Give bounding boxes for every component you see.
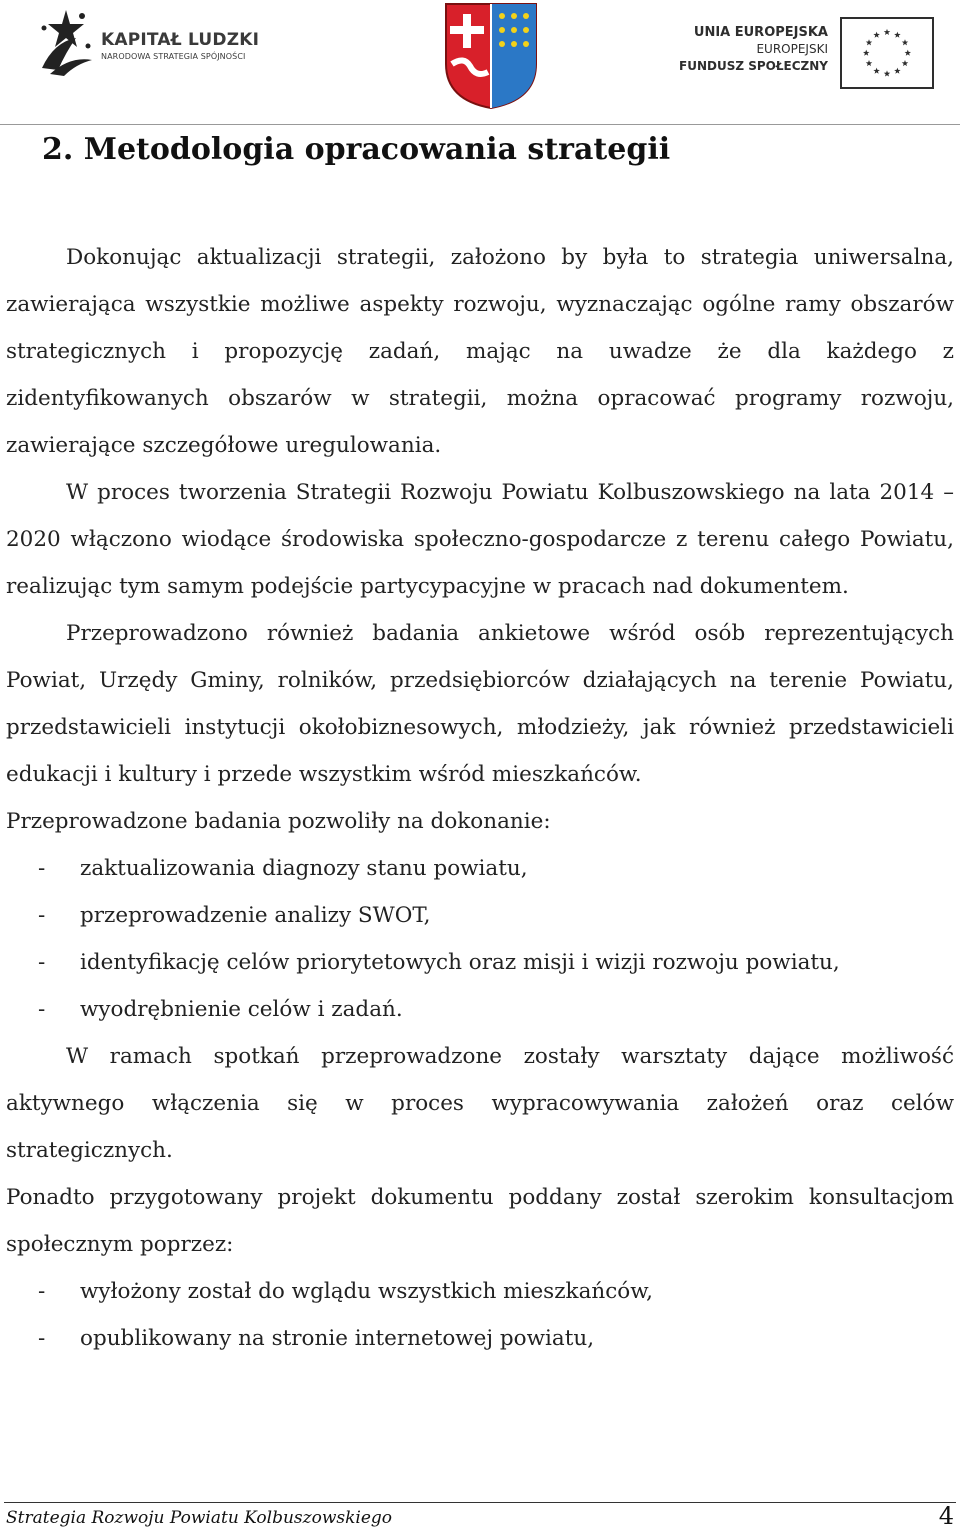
paragraph-2: W proces tworzenia Strategii Rozwoju Powiatu Kolbuszowskiego na lata 2014 – 2020 włączono wiodące środowiska społeczno-gospodarcze z terenu całego Powiatu, realizując tym samym podejście partycypacyjne w pracach nad dokumentem. bbox=[6, 480, 954, 599]
list-dash: - bbox=[38, 903, 46, 928]
list-dash: - bbox=[38, 950, 46, 975]
eu-star-icon bbox=[894, 32, 900, 38]
eu-star-icon bbox=[884, 29, 890, 35]
kapital-ludzki-logo bbox=[36, 8, 276, 78]
eu-star-icon bbox=[873, 32, 879, 38]
header-divider bbox=[0, 124, 960, 125]
kapital-ludzki-mark-icon bbox=[36, 8, 96, 78]
paragraph-workshops: W ramach spotkań przeprowadzone zostały warsztaty dające możliwość aktywnego włączenia się w proces wypracowywania założeń oraz celów strategicznych. bbox=[6, 1044, 954, 1163]
eu-star-icon bbox=[863, 50, 869, 56]
list-item bbox=[6, 1268, 954, 1315]
eu-star-icon bbox=[894, 68, 900, 74]
list-item bbox=[6, 892, 954, 939]
eu-line-2: EUROPEJSKI bbox=[756, 42, 828, 56]
list-dash: - bbox=[38, 1326, 46, 1351]
eu-star-icon bbox=[902, 39, 908, 45]
kapital-ludzki-subtitle: NARODOWA STRATEGIA SPÓJNOŚCI bbox=[101, 52, 246, 61]
eu-logo-text bbox=[679, 24, 828, 75]
eu-line-3: FUNDUSZ SPOŁECZNY bbox=[679, 59, 828, 73]
list-dash: - bbox=[38, 1279, 46, 1304]
document-body bbox=[6, 234, 954, 1362]
eu-line-1: UNIA EUROPEJSKA bbox=[693, 25, 828, 40]
list-item bbox=[6, 845, 954, 892]
list-item-text: przeprowadzenie analizy SWOT, bbox=[80, 903, 431, 928]
list-item bbox=[6, 939, 954, 986]
paragraph-consultations: Ponadto przygotowany projekt dokumentu poddany został szerokim konsultacjom społecznym poprzez: bbox=[6, 1185, 954, 1257]
eu-star-icon bbox=[866, 60, 872, 66]
kapital-ludzki-title: KAPITAŁ LUDZKI bbox=[101, 30, 260, 50]
paragraph-1: Dokonując aktualizacji strategii, założono by była to strategia uniwersalna, zawierająca wszystkie możliwe aspekty rozwoju, wyznaczając ogólne ramy obszarów strategicznych i propozycję zadań, mając na uwadze że dla każdego z zidentyfikowanych obszarów w strategii, można opracować programy rozwoju, zawierające szczegółowe uregulowania. bbox=[6, 245, 954, 458]
section-heading: 2. Metodologia opracowania strategii bbox=[42, 132, 671, 167]
page-header bbox=[0, 0, 960, 118]
page-number: 4 bbox=[938, 1502, 954, 1530]
list-item-text: identyfikację celów priorytetowych oraz misji i wizji rozwoju powiatu, bbox=[80, 950, 840, 975]
list-item-text: wyodrębnienie celów i zadań. bbox=[80, 997, 403, 1022]
list-item-text: wyłożony został do wglądu wszystkich mieszkańców, bbox=[80, 1279, 653, 1304]
list-item bbox=[6, 986, 954, 1033]
footer-divider bbox=[4, 1502, 956, 1503]
eu-star-icon bbox=[884, 70, 890, 76]
list-item-text: zaktualizowania diagnozy stanu powiatu, bbox=[80, 856, 528, 881]
paragraph-3: Przeprowadzono również badania ankietowe wśród osób reprezentujących Powiat, Urzędy Gminy, rolników, przedsiębiorców działających na terenie Powiatu, przedstawicieli instytucji okołobiznesowych, młodzieży, jak również przedstawicieli edukacji i kultury i przede wszystkim wśród mieszkańców. bbox=[6, 621, 954, 787]
paragraph-4: Przeprowadzone badania pozwoliły na dokonanie: bbox=[6, 809, 551, 834]
list-item bbox=[6, 1315, 954, 1362]
footer-document-title: Strategia Rozwoju Powiatu Kolbuszowskiego bbox=[6, 1508, 393, 1528]
list-dash: - bbox=[38, 856, 46, 881]
eu-star-icon bbox=[902, 60, 908, 66]
eu-flag-icon bbox=[840, 17, 934, 89]
list-dash: - bbox=[38, 997, 46, 1022]
list-item-text: opublikowany na stronie internetowej powiatu, bbox=[80, 1326, 595, 1351]
eu-star-icon bbox=[866, 39, 872, 45]
coat-of-arms-icon bbox=[444, 2, 538, 110]
eu-star-icon bbox=[873, 68, 879, 74]
eu-star-icon bbox=[905, 50, 911, 56]
